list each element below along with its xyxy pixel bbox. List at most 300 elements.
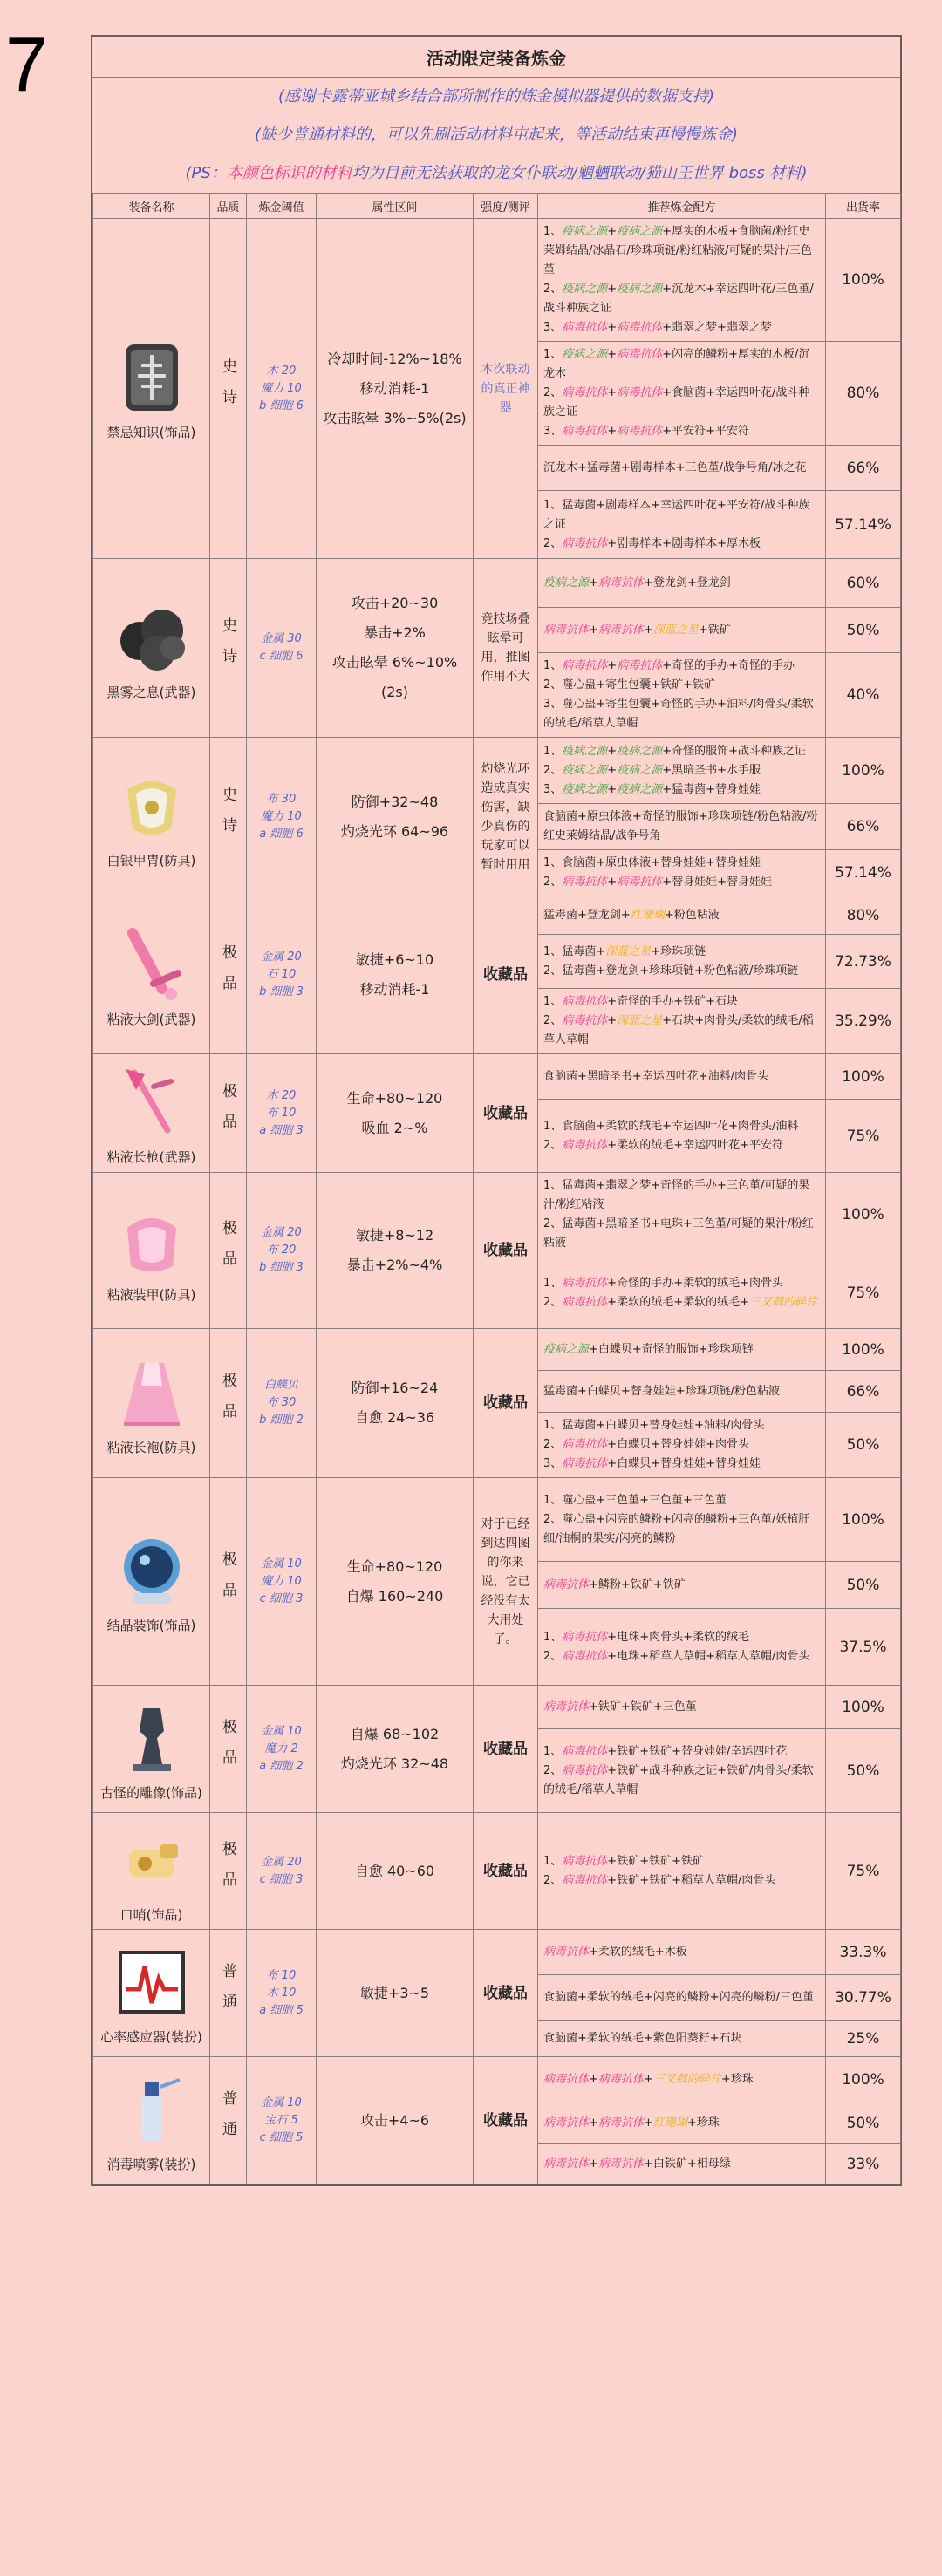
recipe-line: 3、病毒抗体+病毒抗体+平安符+平安符: [543, 425, 750, 438]
attribute-range: 吸血 2~%: [361, 1119, 428, 1136]
recipe-cell: [538, 446, 826, 491]
item-quality: 史诗: [219, 617, 236, 678]
threshold-cell: [247, 1478, 317, 1686]
recipe-line: 1、病毒抗体+铁矿+铁矿+替身娃娃/幸运四叶花: [543, 1744, 788, 1758]
strength-review: 收藏品: [483, 2111, 528, 2130]
recipe-cell: [538, 491, 826, 559]
attribute-cell: [317, 896, 474, 1054]
threshold-cell: [247, 219, 317, 559]
strength-cell: [474, 1813, 538, 1930]
threshold-cell: [247, 1813, 317, 1930]
recipe-line: 病毒抗体+病毒抗体+红珊瑚+珍珠: [543, 2116, 720, 2130]
recipe-line: 猛毒菌+登龙剑+红珊瑚+粉色粘液: [543, 908, 720, 922]
recipe-cell: [538, 1371, 826, 1413]
threshold-value: 金属 10: [261, 1557, 302, 1571]
item-name: 结晶装饰(饰品): [106, 1618, 196, 1633]
col-header: 炼金阈值: [247, 194, 317, 219]
threshold-value: b 细胞 3: [259, 1261, 304, 1274]
quality-cell: [210, 2057, 247, 2184]
recipe-line: 2、病毒抗体+柔软的绒毛+柔软的绒毛+三叉戟的碎片: [543, 1295, 817, 1309]
attribute-range: 敏捷+3~5: [359, 1984, 430, 2001]
success-rate: 100%: [826, 2057, 901, 2102]
table-row: [93, 1329, 901, 1371]
threshold-cell: [247, 1930, 317, 2057]
recipe-line: 病毒抗体+铁矿+铁矿+三色堇: [543, 1700, 697, 1714]
success-rate: 60%: [826, 559, 901, 608]
success-rate: 40%: [826, 653, 901, 738]
item-quality: 普通: [219, 1962, 236, 2024]
recipe-line: 1、猛毒菌+白蝶贝+替身娃娃+油料/肉骨头: [543, 1419, 765, 1432]
table-header-row: [93, 194, 901, 219]
attribute-range: 自愈 40~60: [354, 1862, 435, 1879]
table-row: [93, 1813, 901, 1930]
recipe-line: 2、病毒抗体+剧毒样本+剧毒样本+厚木板: [543, 536, 761, 550]
recipe-cell: [538, 1413, 826, 1478]
strength-cell: [474, 1686, 538, 1813]
item-quality: 极品: [219, 1840, 236, 1902]
success-rate: 100%: [826, 219, 901, 342]
success-rate: 50%: [826, 608, 901, 653]
ps-note: [92, 154, 900, 193]
item-cell: [93, 1054, 210, 1173]
recipe-cell: [538, 804, 826, 850]
ps-highlight: 本颜色标识的材料: [226, 164, 352, 182]
threshold-value: b 细胞 3: [259, 985, 304, 998]
recipe-line: 疫病之源+病毒抗体+登龙剑+登龙剑: [543, 576, 731, 589]
table-row: [93, 896, 901, 935]
recipe-line: 2、噬心蛊+寄生包囊+铁矿+铁矿: [543, 678, 715, 692]
recipe-line: 1、噬心蛊+三色堇+三色堇+三色堇: [543, 1493, 727, 1507]
recipe-line: 猛毒菌+白蝶贝+替身娃娃+珍珠项链/粉色粘液: [543, 1384, 781, 1398]
attribute-cell: [317, 738, 474, 896]
success-rate: 33%: [826, 2144, 901, 2184]
threshold-value: 布 30: [266, 1396, 297, 1409]
attribute-cell: [317, 2057, 474, 2184]
item-quality: 极品: [219, 944, 236, 1005]
success-rate: 50%: [826, 1729, 901, 1813]
quality-cell: [210, 219, 247, 559]
success-rate: 30.77%: [826, 1975, 901, 2021]
recipe-line: 病毒抗体+病毒抗体+深蓝之星+铁矿: [543, 623, 731, 637]
attribute-range: 灼烧光环 64~96: [340, 822, 449, 840]
threshold-cell: [247, 1686, 317, 1813]
success-rate: 35.29%: [826, 989, 901, 1054]
threshold-cell: [247, 1329, 317, 1478]
thanks-note: (感谢卡露蒂亚城乡结合部所制作的炼金模拟器提供的数据支持): [277, 87, 715, 106]
attribute-cell: [317, 559, 474, 738]
item-name: 禁忌知识(饰品): [106, 425, 196, 440]
threshold-value: 魔力 2: [264, 1741, 298, 1755]
threshold-value: c 细胞 3: [259, 1872, 304, 1886]
threshold-value: 白蝶贝: [263, 1379, 298, 1392]
threshold-value: 木 10: [266, 1986, 297, 2000]
crystal-ball-icon: [110, 1529, 194, 1612]
recipe-line: 2、病毒抗体+铁矿+战斗种族之证+铁矿/肉骨头/柔软的绒毛/稻草人草帽: [543, 1763, 814, 1796]
strength-cell: [474, 1930, 538, 2057]
attribute-range: 灼烧光环 32~48: [340, 1755, 449, 1772]
slime-armor-icon: [110, 1198, 194, 1282]
recipe-cell: [538, 559, 826, 608]
attribute-range: 防御+16~24: [351, 1380, 439, 1396]
threshold-value: a 细胞 3: [259, 1123, 304, 1137]
threshold-value: 石 10: [266, 968, 297, 981]
table-row: [93, 1930, 901, 1975]
success-rate: 37.5%: [826, 1609, 901, 1686]
success-rate: 50%: [826, 1413, 901, 1478]
recipe-line: 2、病毒抗体+铁矿+铁矿+稻草人草帽/肉骨头: [543, 1873, 776, 1887]
recipe-line: 病毒抗体+病毒抗体+白铁矿+相母绿: [543, 2157, 731, 2171]
threshold-cell: [247, 896, 317, 1054]
recipe-line: 3、病毒抗体+白蝶贝+替身娃娃+替身娃娃: [543, 1457, 761, 1470]
threshold-value: c 细胞 5: [259, 2130, 304, 2144]
recipe-line: 病毒抗体+病毒抗体+三叉戟的碎片+珍珠: [543, 2072, 754, 2086]
recipe-cell: [538, 342, 826, 446]
success-rate: 75%: [826, 1813, 901, 1930]
attribute-range: 攻击眩晕 3%~5%(2s): [323, 409, 467, 426]
item-name: 粘液大剑(武器): [106, 1011, 196, 1027]
success-rate: 100%: [826, 1478, 901, 1562]
attribute-range: 暴击+2%: [364, 624, 426, 641]
item-name: 古怪的雕像(饰品): [100, 1785, 202, 1801]
item-cell: [93, 1686, 210, 1813]
recipe-line: 1、食脑菌+原虫体液+替身娃娃+替身娃娃: [543, 856, 761, 869]
item-cell: [93, 1813, 210, 1930]
recipe-line: 食脑菌+柔软的绒毛+紫色阳葵籽+石块: [543, 2031, 742, 2045]
threshold-value: 布 30: [266, 792, 297, 806]
item-quality: 普通: [219, 2089, 236, 2151]
recipe-cell: [538, 1329, 826, 1371]
attribute-range: 暴击+2%~4%: [346, 1257, 443, 1273]
col-header: 属性区间: [317, 194, 474, 219]
attribute-range: 攻击+4~6: [359, 2111, 430, 2129]
attribute-cell: [317, 1478, 474, 1686]
ps-suffix: 均为目前无法获取的龙女仆联动/魍魉联动/猫山王世界 boss 材料): [352, 164, 808, 182]
item-cell: [93, 1329, 210, 1478]
recipe-line: 2、疫病之源+疫病之源+黑暗圣书+水手服: [543, 763, 761, 777]
success-rate: 100%: [826, 1054, 901, 1100]
item-name: 口哨(饰品): [119, 1907, 183, 1923]
success-rate: 100%: [826, 1173, 901, 1257]
success-rate: 50%: [826, 1562, 901, 1609]
item-quality: 极品: [219, 1550, 236, 1612]
recipe-line: 2、猛毒菌+登龙剑+珍珠项链+粉色粘液/珍珠项链: [543, 964, 799, 978]
threshold-cell: [247, 1173, 317, 1329]
threshold-value: 魔力 10: [261, 381, 302, 395]
strength-cell: [474, 219, 538, 559]
strength-cell: [474, 1173, 538, 1329]
recipe-line: 1、猛毒菌+翡翠之梦+奇怪的手办+三色堇/可疑的果汁/粉红粘液: [543, 1179, 810, 1211]
recipe-line: 2、病毒抗体+病毒抗体+食脑菌+幸运四叶花/战斗种族之证: [543, 386, 810, 419]
strength-review: 对于已经到达四图的你来说，它已经没有太大用处了。: [481, 1516, 530, 1646]
threshold-value: a 细胞 5: [259, 2003, 304, 2017]
strength-cell: [474, 1329, 538, 1478]
attribute-range: 移动消耗-1: [359, 981, 430, 998]
quality-cell: [210, 1173, 247, 1329]
recipe-line: 1、病毒抗体+奇怪的手办+铁矿+石块: [543, 995, 738, 1008]
threshold-value: 魔力 10: [261, 1574, 302, 1588]
recipe-cell: [538, 2057, 826, 2102]
quality-cell: [210, 559, 247, 738]
table-row: [93, 1054, 901, 1100]
book-icon: [110, 336, 194, 419]
item-cell: [93, 1173, 210, 1329]
attribute-range: 攻击+20~30: [351, 595, 439, 611]
item-quality: 史诗: [219, 786, 236, 848]
attribute-range: 自爆 68~102: [350, 1725, 440, 1742]
strength-review: 收藏品: [483, 1984, 528, 2002]
recipe-line: 2、病毒抗体+白蝶贝+替身娃娃+肉骨头: [543, 1438, 749, 1451]
threshold-cell: [247, 738, 317, 896]
item-cell: [93, 2057, 210, 2184]
item-cell: [93, 896, 210, 1054]
item-cell: [93, 559, 210, 738]
attribute-cell: [317, 1173, 474, 1329]
threshold-value: 宝石 5: [264, 2113, 298, 2127]
item-name: 粘液装甲(防具): [106, 1286, 196, 1303]
recipe-cell: [538, 738, 826, 804]
whistle-icon: [110, 1818, 194, 1902]
strength-cell: [474, 738, 538, 896]
item-name: 黑雾之息(武器): [106, 684, 196, 700]
attribute-range: 移动消耗-1: [359, 379, 430, 397]
recipe-cell: [538, 850, 826, 896]
col-header: 强度/测评: [474, 194, 538, 219]
recipe-line: 1、猛毒菌+深蓝之星+珍珠项链: [543, 944, 706, 958]
table-row: [93, 1478, 901, 1562]
quality-cell: [210, 1686, 247, 1813]
recipe-cell: [538, 935, 826, 989]
recipe-line: 2、病毒抗体+电珠+稻草人草帽+稻草人草帽/肉骨头: [543, 1649, 810, 1663]
attribute-range: 攻击眩晕 6%~10%(2s): [331, 654, 458, 700]
item-cell: [93, 1930, 210, 2057]
recipe-cell: [538, 1478, 826, 1562]
recipe-line: 2、疫病之源+疫病之源+沉龙木+幸运四叶花/三色堇/战斗种族之证: [543, 283, 814, 315]
threshold-value: 金属 20: [261, 1226, 302, 1239]
col-header: 装备名称: [93, 194, 210, 219]
recipe-cell: [538, 2102, 826, 2144]
recipe-cell: [538, 219, 826, 342]
sword-icon: [110, 923, 194, 1006]
recipe-line: 2、噬心蛊+闪亮的鳞粉+闪亮的鳞粉+三色堇/妖植肝细/油桐的果实/闪亮的鳞粉: [543, 1512, 810, 1545]
item-name: 粘液长袍(防具): [106, 1439, 196, 1455]
heart-monitor-icon: [110, 1940, 194, 2024]
recipe-cell: [538, 1813, 826, 1930]
recipe-line: 2、病毒抗体+深蓝之星+石块+肉骨头/柔软的绒毛/稻草人草帽: [543, 1014, 814, 1046]
statue-icon: [110, 1696, 194, 1780]
robe-icon: [110, 1351, 194, 1435]
attribute-range: 敏捷+6~10: [355, 951, 434, 968]
threshold-value: 布 10: [266, 1968, 297, 1982]
quality-cell: [210, 1813, 247, 1930]
recipe-line: 1、疫病之源+疫病之源+厚实的木板+食脑菌/粉红史莱姆结晶/冰晶石/珍珠项链/粉红粘液/可疑的果汁/三色堇: [543, 225, 812, 276]
threshold-value: b 细胞 2: [259, 1414, 304, 1427]
quality-cell: [210, 1930, 247, 2057]
strength-cell: [474, 2057, 538, 2184]
attribute-range: 自愈 24~36: [354, 1409, 435, 1426]
recipe-line: 3、噬心蛊+寄生包囊+奇怪的手办+油料/肉骨头/柔软的绒毛/稻草人草帽: [543, 698, 814, 730]
recipe-cell: [538, 1930, 826, 1975]
threshold-cell: [247, 2057, 317, 2184]
attribute-cell: [317, 1054, 474, 1173]
attribute-range: 敏捷+8~12: [355, 1227, 434, 1244]
attribute-range: 生命+80~120: [346, 1089, 443, 1107]
threshold-value: 金属 30: [261, 632, 302, 645]
recipe-cell: [538, 608, 826, 653]
success-rate: 75%: [826, 1100, 901, 1173]
strength-review: 收藏品: [483, 1740, 528, 1758]
threshold-value: a 细胞 2: [259, 1759, 304, 1773]
recipe-line: 2、病毒抗体+病毒抗体+替身娃娃+替身娃娃: [543, 876, 773, 889]
recipe-line: 疫病之源+白蝶贝+奇怪的服饰+珍珠项链: [543, 1342, 754, 1356]
recipe-cell: [538, 1100, 826, 1173]
recipe-line: 1、病毒抗体+病毒抗体+奇怪的手办+奇怪的手办: [543, 659, 795, 672]
item-cell: [93, 219, 210, 559]
success-rate: 100%: [826, 1686, 901, 1729]
recipe-cell: [538, 1609, 826, 1686]
recipe-line: 3、疫病之源+疫病之源+猛毒菌+替身娃娃: [543, 782, 761, 796]
item-name: 粘液长枪(武器): [106, 1149, 196, 1165]
strength-review: 竞技场叠眩晕可用，推图作用不大: [481, 612, 530, 684]
attribute-range: 生命+80~120: [346, 1557, 443, 1575]
recipe-cell: [538, 1173, 826, 1257]
recipe-cell: [538, 1562, 826, 1609]
table-row: [93, 2057, 901, 2102]
item-cell: [93, 1478, 210, 1686]
recipe-line: 3、病毒抗体+病毒抗体+翡翠之梦+翡翠之梦: [543, 321, 773, 334]
quality-cell: [210, 1329, 247, 1478]
page-number: 7: [5, 21, 48, 107]
success-rate: 100%: [826, 738, 901, 804]
recipe-line: 食脑菌+黑暗圣书+幸运四叶花+油料/肉骨头: [543, 1069, 769, 1083]
spear-icon: [110, 1060, 194, 1144]
recipe-line: 1、疫病之源+疫病之源+奇怪的服饰+战斗种族之证: [543, 744, 807, 758]
attribute-cell: [317, 1930, 474, 2057]
threshold-cell: [247, 1054, 317, 1173]
attribute-cell: [317, 1686, 474, 1813]
threshold-value: 木 20: [266, 1088, 297, 1102]
strength-review: 收藏品: [483, 966, 528, 984]
smoke-icon: [110, 596, 194, 679]
col-header: 出货率: [826, 194, 901, 219]
quality-cell: [210, 896, 247, 1054]
threshold-value: b 细胞 6: [259, 399, 304, 412]
recipe-cell: [538, 1729, 826, 1813]
strength-cell: [474, 896, 538, 1054]
strength-review: 本次联动的真正神器: [481, 362, 530, 415]
threshold-value: 布 10: [266, 1106, 297, 1120]
quality-cell: [210, 738, 247, 896]
item-quality: 极品: [219, 1373, 236, 1434]
armor-icon: [110, 764, 194, 848]
col-header: 品质: [210, 194, 247, 219]
page-title: 活动限定装备炼金: [92, 37, 900, 78]
attribute-range: 冷却时间-12%~18%: [327, 350, 462, 367]
alchemy-table: [92, 193, 901, 2184]
table-row: [93, 559, 901, 608]
success-rate: 50%: [826, 2102, 901, 2144]
recipe-line: 食脑菌+原虫体液+奇怪的服饰+珍珠项链/粉色粘液/粉红史莱姆结晶/战争号角: [543, 810, 818, 842]
attribute-range: 自爆 160~240: [345, 1587, 444, 1605]
item-name: 消毒喷雾(装扮): [106, 2157, 196, 2172]
threshold-value: c 细胞 3: [259, 1591, 304, 1605]
item-quality: 极品: [219, 1082, 236, 1144]
success-rate: 66%: [826, 1371, 901, 1413]
strength-review: 收藏品: [483, 1394, 528, 1412]
threshold-value: a 细胞 6: [259, 827, 304, 841]
ps-prefix: (PS：: [185, 164, 227, 182]
success-rate: 100%: [826, 1329, 901, 1371]
success-rate: 80%: [826, 896, 901, 935]
item-name: 白银甲胄(防具): [106, 853, 196, 869]
strength-review: 收藏品: [483, 1862, 528, 1880]
recipe-line: 1、病毒抗体+电珠+肉骨头+柔软的绒毛: [543, 1630, 749, 1644]
recipe-line: 2、猛毒菌+黑暗圣书+电珠+三色堇/可疑的果汁/粉红粘液: [543, 1217, 814, 1250]
success-rate: 57.14%: [826, 491, 901, 559]
recipe-cell: [538, 1054, 826, 1100]
recipe-cell: [538, 1686, 826, 1729]
strength-cell: [474, 1478, 538, 1686]
threshold-value: 金属 10: [261, 1724, 302, 1738]
recipe-line: 沉龙木+猛毒菌+剧毒样本+三色堇/战争号角/冰之花: [543, 460, 807, 474]
item-quality: 极品: [219, 1718, 236, 1780]
table-row: [93, 738, 901, 804]
attribute-range: 防御+32~48: [351, 793, 439, 810]
threshold-value: 金属 20: [261, 1855, 302, 1869]
recipe-cell: [538, 1257, 826, 1329]
item-cell: [93, 738, 210, 896]
recipe-line: 1、疫病之源+病毒抗体+闪亮的鳞粉+厚实的木板/沉龙木: [543, 348, 810, 380]
threshold-value: 魔力 10: [261, 809, 302, 823]
success-rate: 66%: [826, 446, 901, 491]
recipe-cell: [538, 2144, 826, 2184]
col-header: 推荐炼金配方: [538, 194, 826, 219]
strength-review: 灼烧光环造成真实伤害，缺少真伤的玩家可以暂时用用: [481, 761, 530, 872]
success-rate: 66%: [826, 804, 901, 850]
success-rate: 80%: [826, 342, 901, 446]
table-row: [93, 219, 901, 342]
table-row: [93, 1686, 901, 1729]
item-quality: 极品: [219, 1220, 236, 1281]
threshold-cell: [247, 559, 317, 738]
threshold-value: 布 20: [266, 1244, 297, 1257]
attribute-cell: [317, 219, 474, 559]
quality-cell: [210, 1054, 247, 1173]
quality-cell: [210, 1478, 247, 1686]
success-rate: 33.3%: [826, 1930, 901, 1975]
tip-note: (缺少普通材料的，可以先刷活动材料屯起来，等活动结束再慢慢炼金): [254, 126, 739, 144]
threshold-value: c 细胞 6: [259, 650, 304, 663]
success-rate: 75%: [826, 1257, 901, 1329]
recipe-line: 1、病毒抗体+奇怪的手办+柔软的绒毛+肉骨头: [543, 1276, 783, 1290]
recipe-cell: [538, 896, 826, 935]
item-name: 心率感应器(装扮): [100, 2029, 202, 2045]
attribute-cell: [317, 1329, 474, 1478]
strength-review: 收藏品: [483, 1104, 528, 1122]
recipe-line: 1、病毒抗体+铁矿+铁矿+铁矿: [543, 1854, 704, 1868]
attribute-cell: [317, 1813, 474, 1930]
item-quality: 史诗: [219, 358, 236, 419]
recipe-line: 食脑菌+柔软的绒毛+闪亮的鳞粉+闪亮的鳞粉/三色堇: [543, 1990, 815, 2004]
strength-review: 收藏品: [483, 1242, 528, 1259]
recipe-cell: [538, 2021, 826, 2057]
recipe-line: 1、猛毒菌+剧毒样本+幸运四叶花+平安符/战斗种族之证: [543, 498, 810, 531]
success-rate: 72.73%: [826, 935, 901, 989]
recipe-line: 病毒抗体+柔软的绒毛+木板: [543, 1945, 687, 1959]
threshold-value: 金属 10: [261, 2096, 302, 2109]
success-rate: 25%: [826, 2021, 901, 2057]
spray-icon: [110, 2068, 194, 2151]
recipe-cell: [538, 989, 826, 1054]
